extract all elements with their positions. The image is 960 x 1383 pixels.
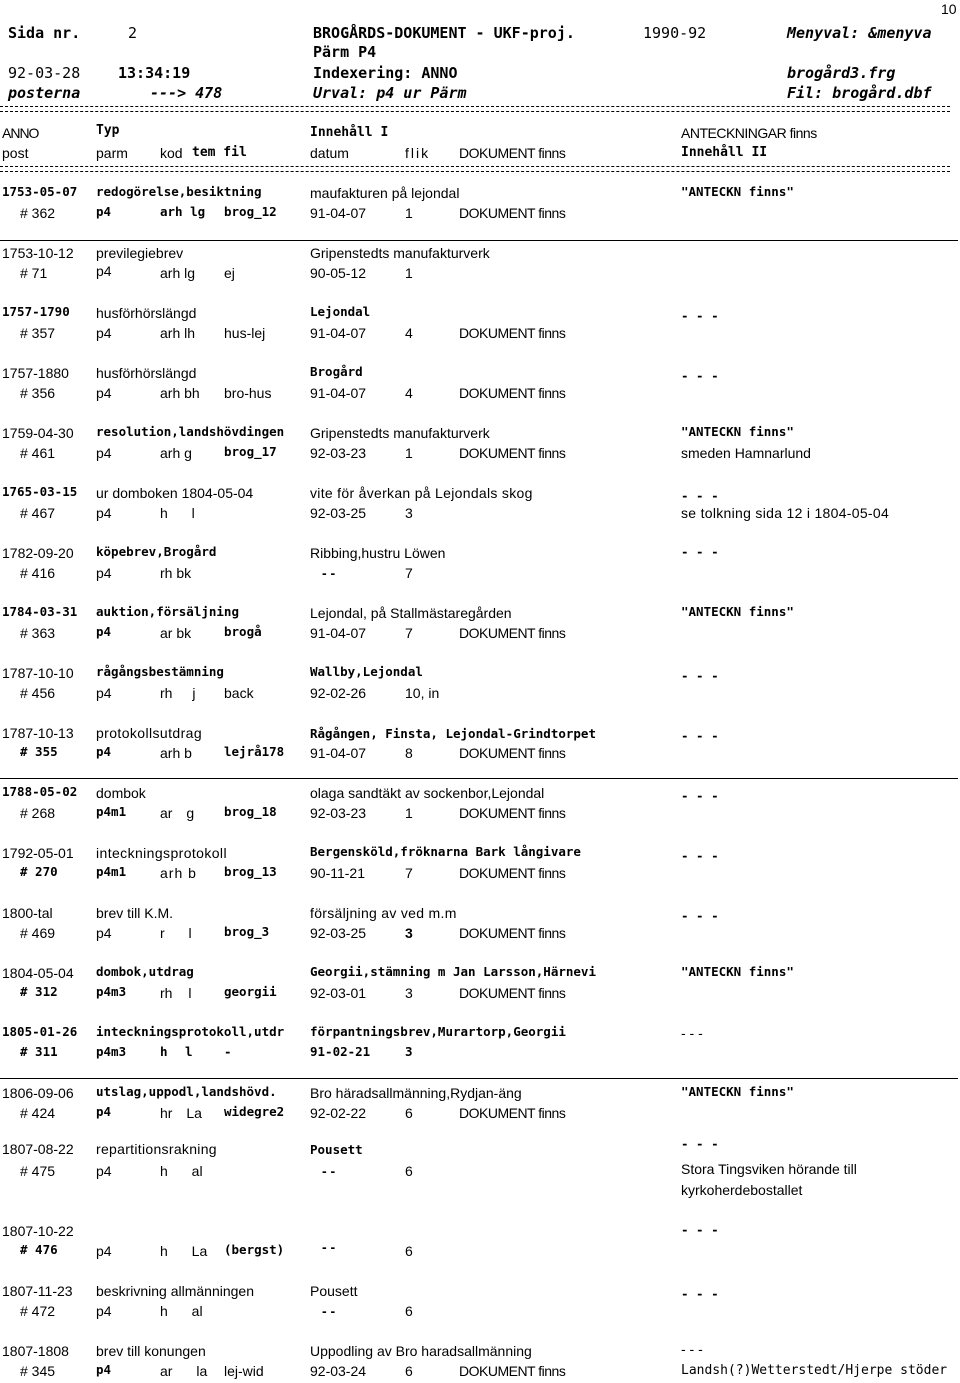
list-item [0, 244, 960, 304]
entry-anteckningar: "ANTECKN finns" [681, 1084, 794, 1099]
entry-parm: p4 [96, 263, 112, 279]
col-parm: parm [96, 145, 128, 161]
entry-datum: 92-03-01 [310, 985, 367, 1001]
entry-innehall-2: smeden Hamnarlund [681, 445, 811, 461]
entry-tem-fil: hus-lej [224, 325, 266, 341]
parm-title: Pärm P4 [313, 43, 377, 61]
list-item [0, 784, 960, 844]
list-item [0, 184, 960, 244]
entry-datum: 91-02-21 [310, 1044, 371, 1059]
list-item [0, 484, 960, 544]
list-item [0, 1024, 960, 1084]
entry-anno: 1753-05-07 [2, 184, 78, 199]
entry-dokument: DOKUMENT finns [459, 445, 566, 461]
col-innehall-2: Innehåll II [681, 145, 768, 160]
list-item [0, 1084, 960, 1144]
entry-typ: brev till konungen [96, 1343, 206, 1359]
columns-rule [0, 166, 950, 172]
entry-typ: köpebrev,Brogård [96, 544, 217, 559]
entry-divider [0, 1078, 958, 1079]
entry-anteckningar: "ANTECKN finns" [681, 424, 794, 439]
entry-kod: rh j [160, 685, 196, 701]
entry-parm: p4 [96, 1303, 112, 1319]
entry-parm: p4m3 [96, 1044, 127, 1059]
entry-kod: arh g [160, 445, 192, 461]
entry-kod: arh b [160, 745, 192, 761]
entry-anteckningar: - - - [681, 1025, 703, 1041]
entry-kod: arh lh [160, 325, 196, 341]
entry-post: # 312 [20, 984, 58, 999]
entry-innehall-1: maufakturen på lejondal [310, 185, 460, 201]
entry-post: # 357 [20, 325, 56, 341]
sida-label: Sida nr. [8, 24, 81, 42]
indexering: Indexering: ANNO [313, 64, 458, 82]
entry-kod: h al [160, 1303, 203, 1319]
entry-flik: 7 [405, 865, 413, 881]
list-item [0, 964, 960, 1024]
entry-flik: 6 [405, 1163, 413, 1179]
entry-innehall-1: Pousett [310, 1283, 358, 1299]
print-time: 13:34:19 [118, 64, 191, 82]
entry-flik: 6 [405, 1363, 413, 1379]
entry-datum: 91-04-07 [310, 205, 367, 221]
entry-innehall-1: Pousett [310, 1142, 363, 1157]
entry-innehall-1: försäljning av ved m.m [310, 905, 457, 921]
entry-datum: 92-03-25 [310, 925, 367, 941]
entry-anno: 1753-10-12 [2, 245, 74, 261]
entry-post: # 311 [20, 1044, 58, 1059]
entry-anno: 1807-08-22 [2, 1141, 74, 1157]
entry-flik: 3 [405, 985, 413, 1001]
col-tem-fil: tem fil [192, 145, 247, 160]
entry-kod: rh l [160, 985, 192, 1001]
entry-anno: 1787-10-10 [2, 665, 74, 681]
entry-parm: p4 [96, 204, 112, 219]
list-item [0, 724, 960, 784]
entry-typ: protokollsutdrag [96, 725, 203, 741]
list-item [0, 604, 960, 664]
list-item [0, 424, 960, 484]
entry-tem-fil: widegre2 [224, 1104, 285, 1119]
entry-anteckningar: - - - [681, 308, 719, 323]
entry-post: # 362 [20, 205, 56, 221]
entry-parm: p4 [96, 505, 112, 521]
entry-parm: p4 [96, 1243, 112, 1259]
entry-kod: h La [160, 1243, 208, 1259]
entry-innehall-2-cont: kyrkoherdebostallet [681, 1182, 803, 1198]
entry-flik: 10, in [405, 685, 440, 701]
entry-parm: p4 [96, 925, 112, 941]
entry-kod: rh bk [160, 565, 192, 581]
entry-typ: resolution,landshövdingen [96, 424, 285, 439]
entry-innehall-1: Gripenstedts manufakturverk [310, 425, 490, 441]
entry-innehall-1 [310, 726, 596, 741]
entry-post: # 461 [20, 445, 56, 461]
list-item [0, 844, 960, 904]
entry-anno: 1804-05-04 [2, 965, 74, 981]
entry-post: # 469 [20, 925, 56, 941]
entry-datum: 90-05-12 [310, 265, 367, 281]
entry-innehall-1: Gripenstedts manufakturverk [310, 245, 490, 261]
entry-innehall-1: Uppodling av Bro haradsallmänning [310, 1343, 532, 1359]
list-item [0, 364, 960, 424]
entry-parm: p4 [96, 565, 112, 581]
entry-kod: arh b [160, 865, 197, 881]
entry-flik: 1 [405, 265, 413, 281]
entry-anteckningar: - - - [681, 908, 719, 923]
col-innehall-1: Innehåll I [310, 125, 389, 140]
entry-tem-fil: bro-hus [224, 385, 272, 401]
entry-anno: 1759-04-30 [2, 425, 74, 441]
entry-typ: husförhörslängd [96, 365, 197, 381]
entry-post: # 456 [20, 685, 56, 701]
entry-anteckningar: - - - [681, 1136, 719, 1151]
entry-innehall-1: Bergensköld,fröknarna Bark långivare [310, 844, 581, 859]
list-item [0, 1136, 960, 1206]
entry-datum: 90-11-21 [310, 865, 366, 881]
entry-parm: p4 [96, 385, 112, 401]
entry-datum: 92-03-23 [310, 805, 367, 821]
entry-anno: 1807-1808 [2, 1343, 69, 1359]
entry-typ: inteckningsprotokoll,utdr [96, 1024, 285, 1039]
entry-datum: 92-03-24 [310, 1363, 367, 1379]
page-number: 10 [941, 1, 957, 17]
list-item [0, 904, 960, 964]
entry-anno: 1792-05-01 [2, 845, 74, 861]
entry-flik: 8 [405, 745, 413, 761]
entry-post: # 424 [20, 1105, 56, 1121]
entry-flik: 3 [405, 1044, 413, 1059]
entry-tem-fil: lejrå178 [224, 744, 285, 759]
entry-innehall-1: förpantningsbrev,Murartorp,Georgii [310, 1024, 566, 1039]
entry-typ: utslag,uppodl,landshövd. [96, 1084, 277, 1099]
entry-flik: 3 [405, 925, 413, 941]
posterna-label: posterna [8, 84, 81, 102]
entry-flik: 1 [405, 445, 413, 461]
entry-typ: dombok,utdrag [96, 964, 194, 979]
entry-post: # 363 [20, 625, 56, 641]
entry-innehall-1: Lejondal [310, 304, 371, 319]
entry-parm: p4 [96, 685, 112, 701]
entry-dokument: DOKUMENT finns [459, 1105, 566, 1121]
col-kod: kod [160, 145, 183, 161]
entry-anno: 1805-01-26 [2, 1024, 78, 1039]
entry-anteckningar: - - - [681, 728, 719, 743]
entry-innehall-2: Stora Tingsviken hörande till [681, 1161, 857, 1177]
list-item [0, 664, 960, 724]
menyval: Menyval: &menyva [787, 24, 932, 42]
entry-typ: rågångsbestämning [96, 664, 224, 679]
entry-innehall-1: Georgii,stämning m Jan Larsson,Härnevi [310, 964, 596, 979]
entry-kod: ar bk [160, 625, 192, 641]
list-item [0, 304, 960, 364]
entry-innehall-1: Bro häradsallmänning,Rydjan-äng [310, 1085, 522, 1101]
entry-anteckningar: - - - [681, 544, 719, 559]
entry-parm: p4 [96, 744, 112, 759]
entry-flik: 7 [405, 625, 413, 641]
print-date: 92-03-28 [8, 64, 81, 82]
entry-typ: brev till K.M. [96, 905, 174, 921]
data-file: Fil: brogård.dbf [787, 84, 932, 102]
entry-parm: p4m1 [96, 864, 127, 879]
entry-post: # 475 [20, 1163, 56, 1179]
sida-number: 2 [128, 24, 138, 42]
entry-flik: 4 [405, 325, 413, 341]
entry-anno: 1788-05-02 [2, 784, 78, 799]
entry-parm: p4 [96, 325, 112, 341]
entry-tem-fil: brog_17 [224, 444, 277, 459]
entry-divider [0, 778, 958, 779]
entry-typ: auktion,försäljning [96, 604, 239, 619]
entry-anno: 1782-09-20 [2, 545, 74, 561]
entry-flik: 4 [405, 385, 413, 401]
document-title: BROGÅRDS-DOKUMENT - UKF-proj. [313, 24, 575, 42]
entry-anteckningar: - - - [681, 488, 719, 503]
entry-parm: p4 [96, 624, 112, 639]
entry-tem-fil: brogå [224, 624, 262, 639]
entry-post: # 71 [20, 265, 48, 281]
entry-dokument: DOKUMENT finns [459, 385, 566, 401]
entry-typ: redogörelse,besiktning [96, 184, 262, 199]
entry-anno: 1757-1880 [2, 365, 69, 381]
entry-typ: previlegiebrev [96, 245, 184, 261]
entry-innehall-1-text: Rågången, Finsta, Lejondal-Grindtorpet [310, 726, 596, 741]
entry-datum: 91-04-07 [310, 325, 367, 341]
entry-datum: 91-04-07 [310, 745, 367, 761]
urval: Urval: p4 ur Pärm [313, 84, 467, 102]
entry-datum: - - [322, 565, 336, 581]
entry-dokument: DOKUMENT finns [459, 745, 566, 761]
entry-kod: h l [160, 1044, 193, 1059]
entry-innehall-1: Ribbing,hustru Löwen [310, 545, 446, 561]
col-datum: datum [310, 145, 349, 161]
entry-post: # 268 [20, 805, 56, 821]
col-post: post [2, 145, 29, 161]
entry-tem-fil: brog_12 [224, 204, 277, 219]
entry-post: # 472 [20, 1303, 56, 1319]
entry-tem-fil: brog_18 [224, 804, 277, 819]
entry-datum: - - [322, 1239, 336, 1255]
entry-innehall-1: olaga sandtäkt av sockenbor,Lejondal [310, 785, 545, 801]
entry-anteckningar: - - - [681, 1222, 719, 1237]
entry-post: # 356 [20, 385, 56, 401]
entry-parm: p4 [96, 1362, 112, 1377]
entry-tem-fil: brog_3 [224, 924, 270, 939]
entry-flik: 6 [405, 1243, 413, 1259]
entry-dokument: DOKUMENT finns [459, 1363, 566, 1379]
entry-datum: 91-04-07 [310, 625, 367, 641]
entry-innehall-2: Landsh(?)Wetterstedt/Hjerpe stöder [681, 1363, 948, 1378]
project-years: 1990-92 [643, 24, 707, 42]
entry-flik: 1 [405, 205, 413, 221]
entry-typ: dombok [96, 785, 146, 801]
entry-kod: hr La [160, 1105, 202, 1121]
entry-typ: repartitionsrakning [96, 1141, 217, 1157]
entry-anno: 1787-10-13 [2, 725, 74, 741]
entry-parm: p4m3 [96, 984, 127, 999]
entry-tem-fil: ej [224, 265, 235, 281]
entry-tem-fil: back [224, 685, 254, 701]
entry-anteckningar: - - - [681, 848, 719, 863]
entry-datum: 92-03-23 [310, 445, 367, 461]
entry-kod: ar g [160, 805, 195, 821]
entry-innehall-1: Brogård [310, 364, 363, 379]
entry-anno: 1806-09-06 [2, 1085, 74, 1101]
entry-anteckningar: "ANTECKN finns" [681, 184, 794, 199]
entry-tem-fil: lej-wid [224, 1363, 264, 1379]
entry-tem-fil: brog_13 [224, 864, 277, 879]
entry-datum: 92-03-25 [310, 505, 367, 521]
entry-dokument: DOKUMENT finns [459, 865, 566, 881]
entry-post: # 467 [20, 505, 56, 521]
entry-kod: h l [160, 505, 195, 521]
entry-datum: - - [322, 1303, 336, 1319]
header-rule [0, 106, 950, 112]
list-item [0, 1342, 960, 1383]
entry-tem-fil: georgii [224, 984, 277, 999]
entry-datum: 91-04-07 [310, 385, 367, 401]
entry-anteckningar: "ANTECKN finns" [681, 604, 794, 619]
entry-anteckningar: - - - [681, 1286, 719, 1301]
entry-post: # 270 [20, 864, 58, 879]
entry-parm: p4m1 [96, 804, 127, 819]
entry-post: # 355 [20, 744, 58, 759]
entry-innehall-1: vite för åverkan på Lejondals skog [310, 485, 533, 501]
list-item [0, 1220, 960, 1280]
entry-datum: 92-02-22 [310, 1105, 367, 1121]
entry-flik: 7 [405, 565, 413, 581]
entry-anno: 1800-tal [2, 905, 53, 921]
entry-datum: - - [322, 1163, 336, 1179]
entry-tem-fil: - [224, 1044, 232, 1059]
entry-typ: inteckningsprotokoll [96, 845, 227, 861]
entry-anno: 1784-03-31 [2, 604, 78, 619]
entry-anteckningar: "ANTECKN finns" [681, 964, 794, 979]
entry-kod: ar la [160, 1363, 208, 1379]
entry-parm: p4 [96, 1163, 112, 1179]
col-anteckningar: ANTECKNINGAR finns [681, 125, 817, 141]
entry-dokument: DOKUMENT finns [459, 985, 566, 1001]
entry-innehall-2: se tolkning sida 12 i 1804-05-04 [681, 505, 890, 521]
entry-dokument: DOKUMENT finns [459, 625, 566, 641]
entry-innehall-1: Wallby,Lejondal [310, 664, 423, 679]
posterna-count: ---> 478 [150, 84, 223, 102]
entry-kod: arh bh [160, 385, 200, 401]
entry-datum: 92-02-26 [310, 685, 367, 701]
entry-typ: ur domboken 1804-05-04 [96, 485, 254, 501]
entry-post: # 345 [20, 1363, 56, 1379]
entry-anteckningar: - - - [681, 1341, 703, 1357]
entry-tem-fil: (bergst) [224, 1242, 285, 1257]
entry-parm: p4 [96, 1104, 112, 1119]
entry-anno: 1757-1790 [2, 304, 70, 319]
entry-flik: 1 [405, 805, 413, 821]
entry-kod: r l [160, 925, 192, 941]
entry-anteckningar: - - - [681, 788, 719, 803]
entry-anno: 1807-10-22 [2, 1223, 74, 1239]
entry-innehall-1: Lejondal, på Stallmästaregården [310, 605, 512, 621]
entry-kod: arh lg [160, 265, 196, 281]
col-dokument: DOKUMENT finns [459, 145, 566, 161]
entry-kod: h al [160, 1163, 203, 1179]
col-typ: Typ [96, 123, 120, 138]
list-item [0, 1282, 960, 1342]
entry-flik: 6 [405, 1105, 413, 1121]
list-item [0, 544, 960, 604]
entry-anno: 1765-03-15 [2, 484, 78, 499]
entry-parm: p4 [96, 445, 112, 461]
entry-anteckningar: - - - [681, 668, 719, 683]
entry-anteckningar: - - - [681, 368, 719, 383]
entry-dokument: DOKUMENT finns [459, 925, 566, 941]
entry-dokument: DOKUMENT finns [459, 805, 566, 821]
entry-post: # 416 [20, 565, 56, 581]
entry-anno: 1807-11-23 [2, 1283, 73, 1299]
entry-flik: 3 [405, 505, 413, 521]
entry-typ: beskrivning allmänningen [96, 1283, 254, 1299]
col-anno: ANNO [2, 125, 39, 141]
entry-dokument: DOKUMENT finns [459, 205, 566, 221]
entry-dokument: DOKUMENT finns [459, 325, 566, 341]
entry-kod: arh lg [160, 204, 206, 219]
form-file: brogård3.frg [787, 64, 896, 82]
col-flik: flik [405, 145, 431, 161]
entry-flik: 6 [405, 1303, 413, 1319]
entry-typ: husförhörslängd [96, 305, 197, 321]
entry-divider [0, 240, 958, 241]
entry-post: # 476 [20, 1242, 58, 1257]
